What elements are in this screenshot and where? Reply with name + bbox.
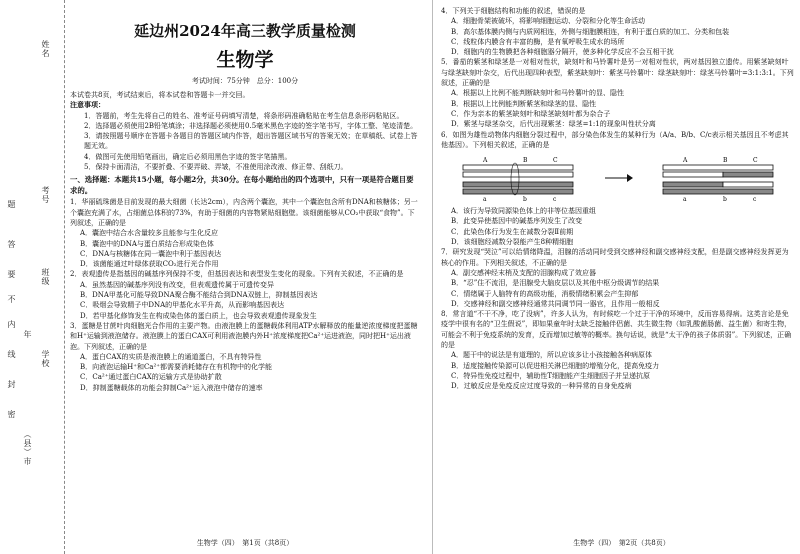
question-4-option-b: B．高尔基体膜内侧与内质网相连，外侧与细胞膜相连，有利于蛋白质的加工、分类和包装 (451, 27, 730, 36)
question-3-stem: 3．蛋糖是甘蔗叶肉细胞光合作用的主要产物。由液泡膜上的蛋糖载体利用ATP水解释放的能量逆浓度梯度把蛋糖和H⁺运输到液泡储存。液泡膜上的蛋白CAX可利用液泡膜内外H⁺浓度梯度把Ca²⁺运进液泡，同时把H⁺运出液泡。下列叙述，正确的是 (70, 321, 418, 351)
gene-label: c (552, 196, 556, 204)
seal-word: 要 (7, 270, 16, 279)
seal-word: 线 (7, 350, 16, 359)
question-2-option-b: B．DNA甲基化可能导致DNA聚合酶不能结合到DNA双链上，抑制基因表达 (80, 291, 318, 300)
gene-label: C (752, 157, 758, 165)
gene-label: c (752, 196, 756, 204)
class-label: 班级 (41, 268, 50, 286)
page-1 (70, 0, 420, 554)
grade-label: 年 (23, 330, 32, 339)
name-label: 姓名 (41, 40, 50, 58)
seal-word: 题 (7, 200, 16, 209)
question-3-option-a: A．蛋白CAX的实质是液泡膜上的通道蛋白，不具有特异性 (80, 352, 262, 361)
question-6-option-c: C．此染色体行为发生在减数分裂Ⅱ前期 (451, 227, 574, 236)
question-5-option-c: C．作为亲本的紫茎缺刻叶和绿茎缺刻叶都为杂合子 (451, 109, 611, 118)
question-5-option-a: A．根据以上比例不能判断缺刻叶和马铃薯叶的显、隐性 (451, 89, 625, 98)
question-2-option-a: A．虽然基因的碱基序列没有改变，但表观遗传属于可遗传变异 (80, 280, 275, 289)
intro-line: 本试卷共8页，考试结束后，将本试卷和答题卡一并交回。 (70, 91, 250, 99)
question-1-stem: 1．华丽硫珠菌是目前发现的最大细菌（长达2cm），内含两个囊泡，其中一个囊泡包含所有DNA和核糖体；另一个囊泡充满了水，占细菌总体积的73%，有助于细菌的内容物紧贴细胞壁。该细菌能够从CO₂中获取“食物”。下列叙述，正确的是 (70, 198, 418, 227)
gene-label: B (722, 157, 727, 165)
question-6-option-a: A．该行为导致同源染色体上的非等位基因重组 (451, 207, 597, 216)
arrow-icon (603, 153, 633, 203)
question-8-option-d: D．过敏反应是免疫反应过度导致的一种异常的自身免疫病 (451, 382, 632, 391)
seal-word: 内 (7, 320, 16, 329)
exam-no-label: 考号 (41, 186, 50, 204)
question-3-option-b: B．向液泡运输H⁺和Ca²⁺都需要消耗储存在有机物中的化学能 (80, 363, 272, 372)
note-2: 2．选择题必须使用2B铅笔填涂；非选择题必须使用0.5毫米黑色字迹的签字笔书写，字体工整、笔迹清楚。 (84, 121, 418, 130)
question-2-stem: 2．表观遗传是指基因的碱基序列保持不变，但基因表达和表型发生变化的现象。下列有关叙述，不正确的是 (70, 270, 404, 279)
school-label: 学校 (41, 350, 50, 368)
county-label: （县）市 (23, 430, 32, 466)
binding-margin (0, 0, 65, 554)
gene-label: a (682, 196, 687, 204)
gene-label: A (682, 157, 687, 165)
question-8-option-c: C．特异性免疫过程中，辅助性T细胞能产生细胞因子并呈递抗原 (451, 371, 651, 380)
gene-label: B (522, 157, 527, 165)
question-7-option-b: B．“忍”住不流泪，是泪腺受大脑皮层以及其他中枢分级调节的结果 (451, 279, 660, 288)
seal-word: 答 (7, 240, 16, 249)
question-7-option-d: D．交感神经和副交感神经通常共同调节同一器官，且作用一般相反 (451, 299, 660, 308)
chromosome-after-diagram (653, 153, 783, 203)
notes-label: 注意事项： (70, 100, 105, 110)
question-4-stem: 4．下列关于细胞结构和功能的叙述，错误的是 (441, 7, 586, 15)
question-7-option-a: A．副交感神经末梢及支配的泪腺构成了效应器 (451, 268, 597, 277)
exam-time-info: 考试时间：75分钟 总分：100分 (191, 77, 299, 85)
question-1-option-a: A．囊泡中结合水含量较多且能参与生化反应 (80, 229, 219, 238)
chromosome-figure (441, 153, 794, 203)
question-2-option-d: D．若甲基化修饰发生在构成染色体的蛋白质上，也会导致表观遗传现象发生 (80, 311, 317, 320)
section-1-heading: 一、选择题：本题共15小题，每小题2分，共30分。在每小题给出的四个选项中，只有一项是符合题目要求的。 (70, 175, 414, 195)
question-6-stem: 6．如图为雄性动物体内细胞分裂过程中，部分染色体发生的某种行为（A/a、B/b、C/c表示相关基因且不考虑其他基因）。下列相关叙述，正确的是 (441, 130, 789, 149)
question-7-stem: 7．研究发现“哭泣”可以给情绪降温，泪腺的活动同时受到交感神经和副交感神经支配，但是副交感神经发挥更为核心的作用。下列相关叙述，不正确的是 (441, 248, 789, 267)
note-5: 5．保持卡面清洁，不要折叠、不要弄破、弄皱，不准使用涂改液、修正带、刮纸刀。 (84, 163, 348, 172)
question-5-stem: 5．番茄的紫茎和绿茎是一对相对性状，缺刻叶和马铃薯叶是另一对相对性状，两对基因独立遗传。用紫茎缺刻叶与绿茎缺刻叶杂交，后代出现四种表型，紫茎缺刻叶：紫茎马铃薯叶：绿茎缺刻叶：绿茎马铃薯叶=3:1:3:1。下列叙述，正确的是 (441, 58, 794, 88)
gene-label: b (722, 196, 727, 204)
question-4-option-c: C．线粒体内膜含有丰富的酶，是有氧呼吸生成水的场所 (451, 37, 625, 46)
question-5-option-d: D．紫茎与绿茎杂交，后代出现紫茎：绿茎=1:1的现象叫性状分离 (451, 120, 656, 129)
question-8-option-b: B．适度接触传染源可以促进相关淋巴细胞的增殖分化，提高免疫力 (451, 361, 660, 370)
subject-title: 生物学 (216, 49, 274, 71)
seal-word: 密 (7, 410, 16, 419)
gene-label: C (552, 157, 558, 165)
question-3-option-d: D．抑制蛋糖载体的功能会抑制Ca²⁺运入液泡中储存的速率 (80, 383, 263, 392)
question-2-option-c: C．吸烟会导致精子中DNA的甲基化水平升高，从而影响基因表达 (80, 301, 285, 310)
question-4-option-a: A．细胞骨架被破坏，将影响细胞运动、分裂和分化等生命活动 (451, 17, 646, 26)
seal-word: 不 (7, 295, 16, 304)
question-8-option-a: A．题干中的说法是有道理的，所以应该多让小孩接触各种病原体 (451, 351, 653, 360)
question-8-stem: 8．常言道“不干不净，吃了没病”，许多人认为，有时候吃一个过于干净的环境中，反而容易得病。这类言论是免疫学中很有名的“卫生假说”，即如果童年时太缺乏接触伴侣菌、共生微生物（如乳酸菌肠菌、益生菌）和寄生物，可能会不利于免疫系统的发育，反而增加过敏等的概率。换句话说，就是“太干净的孩子体质弱”。下列叙述，正确的是 (441, 310, 792, 350)
question-6-option-d: D．该细胞经减数分裂能产生8种精细胞 (451, 238, 574, 247)
chromosome-before-diagram (453, 153, 583, 203)
question-6-option-b: B．此变异使基因中的碱基序列发生了改变 (451, 217, 583, 226)
exam-title: 延边州2024年高三教学质量检测 (134, 22, 356, 40)
question-4-option-d: D．细胞内的生物膜把各种细胞器分隔开，使多种化学反应不会互相干扰 (451, 48, 674, 57)
note-4: 4．做图可先使用铅笔画出，确定后必须用黑色字迹的签字笔描黑。 (84, 152, 292, 161)
note-1: 1．答题前，考生先将自己的姓名、准考证号码填写清楚，将条形码准确粘贴在考生信息条形码粘贴区。 (84, 111, 404, 120)
gene-label: a (482, 196, 487, 204)
note-3: 3．请按照题号顺序在答题卡各题目的答题区域内作答，超出答题区域书写的答案无效；在草稿纸、试卷上答题无效。 (84, 132, 418, 151)
question-1-option-c: C．DNA与核糖体在同一囊泡中利于基因表达 (80, 249, 222, 258)
page-1-footer: 生物学（四） 第1页（共8页） (196, 539, 294, 547)
gene-label: b (522, 196, 527, 204)
question-1-option-d: D．该菌能通过叶绿体获取CO₂进行光合作用 (80, 260, 219, 269)
question-5-option-b: B．根据以上比例能判断紫茎和绿茎的显、隐性 (451, 99, 597, 108)
question-3-option-c: C．Ca²⁺通过蛋白CAX的运输方式是协助扩散 (80, 373, 222, 382)
seal-word: 封 (7, 380, 16, 389)
question-1-option-b: B．囊泡中的DNA与蛋白质结合形成染色体 (80, 239, 214, 248)
page-2-footer: 生物学（四） 第2页（共8页） (573, 539, 670, 547)
gene-label: A (482, 157, 487, 165)
question-7-option-c: C．情绪属于人脑特有的高级功能，消极情绪积累会产生抑郁 (451, 289, 639, 298)
page-2 (432, 0, 794, 554)
